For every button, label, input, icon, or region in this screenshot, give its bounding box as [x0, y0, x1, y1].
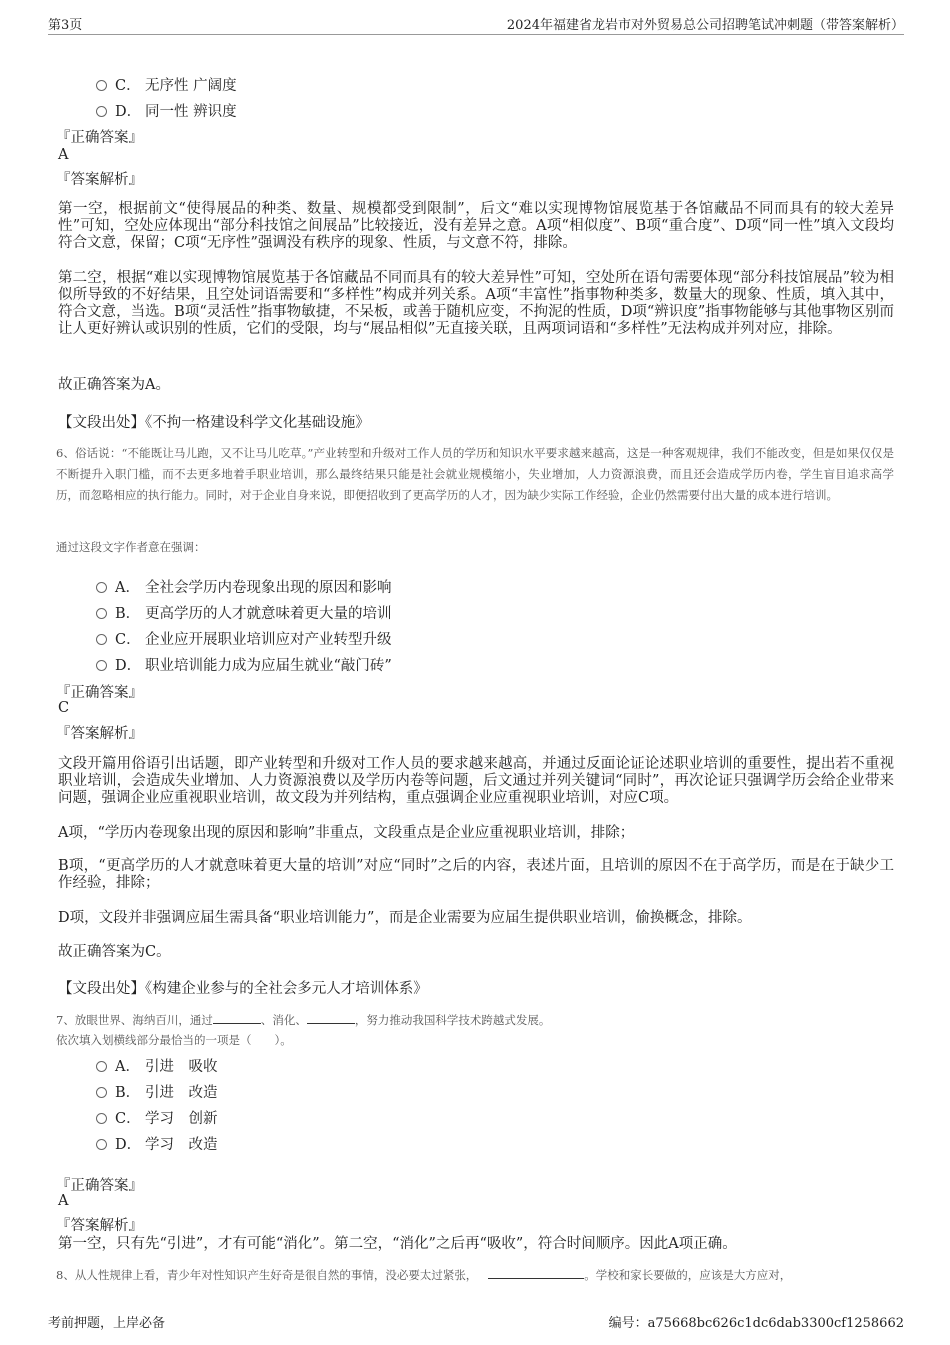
radio-icon[interactable] [96, 1087, 107, 1098]
q7-option-c[interactable]: C． 学习 创新 [96, 1107, 218, 1128]
radio-icon[interactable] [96, 1061, 107, 1072]
q5-source: 【文段出处】《不拘一格建设科学文化基础设施》 [58, 415, 370, 431]
q6-option-c[interactable]: C． 企业应开展职业培训应对产业转型升级 [96, 628, 392, 649]
q5-analysis-para-2: 第二空，根据“难以实现博物馆展览基于各馆藏品不同而具有的较大差异性”可知，空处所在语句需要体现“部分科技馆展品”较为相似所导致的不好结果，且空处词语需要和“多样性”构成并列关系。A项“丰富性”指事物种类多，数量大的现象、性质，填入其中，符合文意，当选。B项“灵活性”指事物敏捷，不呆板，或善于随机应变，不拘泥的性质，D项“辨识度”指事物能够与其他事物区别而让人更好辨认或识别的性质，它们的受限，均与“展品相似”无直接关联，且两项词语和“多样性”无法构成并列对应，排除。 [58, 270, 894, 337]
radio-icon[interactable] [96, 1113, 107, 1124]
page-number: 第3页 [48, 18, 83, 33]
q6-analysis-label: 『答案解析』 [56, 726, 143, 742]
q6-analysis-conclusion: 故正确答案为C。 [58, 944, 171, 960]
radio-icon[interactable] [96, 80, 107, 91]
radio-icon[interactable] [96, 608, 107, 619]
q6-analysis-para-2: A项，“学历内卷现象出现的原因和影响”非重点，文段重点是企业应重视职业培训，排除； [58, 825, 635, 841]
q6-analysis-para-1: 文段开篇用俗语引出话题，即产业转型和升级对工作人员的要求越来越高，并通过反面论证论述职业培训的重要性，提出若不重视职业培训，会造成失业增加、人力资源浪费以及学历内卷等问题，后文通过并列关键词“同时”，再次论证只强调学历会给企业带来问题，强调企业应重视职业培训，故文段为并列结构，重点强调企业应重视职业培训，对应C项。 [58, 756, 894, 806]
document-id: 编号：a75668bc626c1dc6dab3300cf1258662 [608, 1316, 904, 1331]
q6-analysis-para-4: D项，文段并非强调应届生需具备“职业培训能力”，而是企业需要为应届生提供职业培训，偷换概念，排除。 [58, 910, 752, 926]
radio-icon[interactable] [96, 106, 107, 117]
q5-analysis-label: 『答案解析』 [56, 172, 143, 188]
q7-option-a[interactable]: A． 引进 吸收 [96, 1055, 218, 1076]
q6-analysis-para-3: B项，“更高学历的人才就意味着更大量的培训”对应“同时”之后的内容，表述片面，且培训的原因不在于高学历，而是在于缺少工作经验，排除； [58, 858, 894, 891]
q7-analysis: 第一空，只有先“引进”，才有可能“消化”。第二空，“消化”之后再“吸收”，符合时间顺序。因此A项正确。 [58, 1236, 737, 1252]
footer-slogan: 考前押题，上岸必备 [48, 1316, 166, 1331]
q6-answer: C [58, 700, 70, 716]
q7-stem: 7、放眼世界、海纳百川，通过 、消化、 ，努力推动我国科学技术跨越式发展。 [56, 1013, 551, 1027]
q6-answer-label: 『正确答案』 [56, 685, 143, 701]
q5-option-d[interactable]: D． 同一性 辨识度 [96, 100, 237, 121]
q8-blank[interactable] [488, 1267, 584, 1279]
q7-answer: A [58, 1193, 69, 1209]
page-footer [48, 1312, 904, 1334]
q7-prompt: 依次填入划横线部分最恰当的一项是（ ）。 [56, 1033, 292, 1047]
q5-answer: A [58, 147, 69, 163]
radio-icon[interactable] [96, 582, 107, 593]
radio-icon[interactable] [96, 634, 107, 645]
q5-option-c[interactable]: C． 无序性 广阔度 [96, 74, 237, 95]
q7-blank-1[interactable] [213, 1012, 261, 1024]
q6-option-d[interactable]: D． 职业培训能力成为应届生就业“敲门砖” [96, 654, 392, 675]
q6-prompt: 通过这段文字作者意在强调： [56, 540, 206, 554]
radio-icon[interactable] [96, 1139, 107, 1150]
q5-analysis-conclusion: 故正确答案为A。 [58, 377, 170, 393]
q7-analysis-label: 『答案解析』 [56, 1218, 143, 1234]
q7-option-b[interactable]: B． 引进 改造 [96, 1081, 218, 1102]
q6-option-a[interactable]: A． 全社会学历内卷现象出现的原因和影响 [96, 576, 392, 597]
q6-option-b[interactable]: B． 更高学历的人才就意味着更大量的培训 [96, 602, 392, 623]
page-header [48, 12, 904, 35]
q6-source: 【文段出处】《构建企业参与的全社会多元人才培训体系》 [58, 981, 428, 997]
q7-blank-2[interactable] [307, 1012, 355, 1024]
q8-stem: 8、从人性规律上看，青少年对性知识产生好奇是很自然的事情，没必要太过紧张， 。学校和家长要做的，应该是大方应对， [56, 1268, 792, 1282]
radio-icon[interactable] [96, 660, 107, 671]
document-title: 2024年福建省龙岩市对外贸易总公司招聘笔试冲刺题（带答案解析） [506, 18, 904, 33]
q7-option-d[interactable]: D． 学习 改造 [96, 1133, 218, 1154]
q5-analysis-para-1: 第一空，根据前文“使得展品的种类、数量、规模都受到限制”，后文“难以实现博物馆展览基于各馆藏品不同而具有的较大差异性”可知，空处应体现出“部分科技馆之间展品”比较接近，没有差异之意。A项“相似度”、B项“重合度”、D项“同一性”填入文段均符合文意，保留；C项“无序性”强调没有秩序的现象、性质，与文意不符，排除。 [58, 201, 894, 251]
q7-answer-label: 『正确答案』 [56, 1178, 143, 1194]
q6-stem: 6、俗话说：“不能既让马儿跑，又不让马儿吃草。”产业转型和升级对工作人员的学历和知识水平要求越来越高，这是一种客观规律，我们不能改变，但是如果仅仅是不断提升入职门槛，而不去更多地着手职业培训，那么最终结果只能是社会就业规模缩小，失业增加，人力资源浪费，而且还会造成学历内卷，学生盲目追求高学历，而忽略相应的执行能力。同时，对于企业自身来说，即便招收到了更高学历的人才，因为缺少实际工作经验，企业仍然需要付出大量的成本进行培训。 [56, 446, 894, 502]
q5-answer-label: 『正确答案』 [56, 130, 143, 146]
